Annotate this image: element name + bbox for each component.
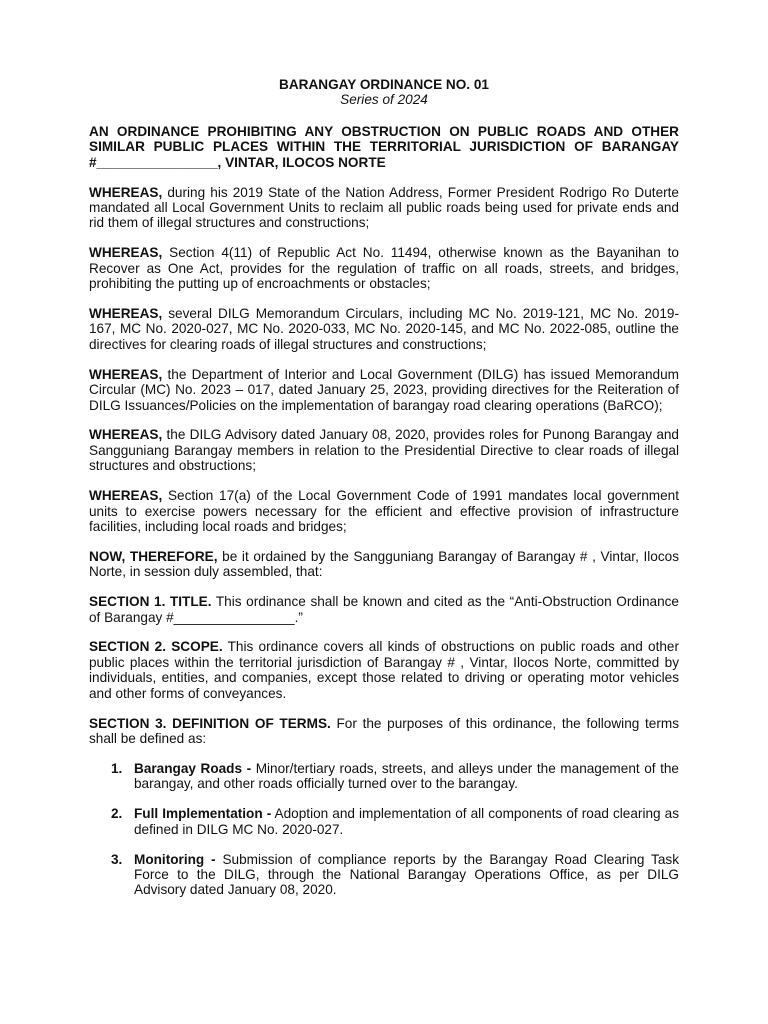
section-3-definitions: [89, 716, 679, 747]
whereas-lead: WHEREAS,: [89, 488, 163, 504]
whereas-clause-3: [89, 306, 679, 352]
section-lead: SECTION 1. TITLE.: [89, 594, 212, 610]
document-page: [89, 77, 679, 912]
whereas-clause-6: [89, 488, 679, 534]
list-item: [89, 761, 679, 792]
term-definition: Submission of compliance reports by the Barangay Road Clearing Task Force to the DILG, through the National Barangay Operations Office, as per DILG Advisory dated January 08, 2020.: [134, 851, 679, 898]
section-text: For the purposes of this ordinance, the following terms shall be defined as:: [89, 715, 679, 746]
list-item-number: 3.: [111, 851, 123, 867]
whereas-text: Section 4(11) of Republic Act No. 11494, otherwise known as the Bayanihan to Recover as One Act, provides for the regulation of traffic on all roads, streets, and bridges, prohibiting the putting up of encroachments or obstacles;: [89, 245, 679, 292]
whereas-clause-2: [89, 245, 679, 291]
list-item: [89, 852, 679, 898]
term-name: Barangay Roads -: [134, 760, 252, 776]
section-text: This ordinance covers all kinds of obstructions on public roads and other public places within the territorial jurisdiction of Barangay # , Vintar, Ilocos Norte, committed by individuals, entities, and companies, except those related to driving or operating motor vehicles and other forms of conveyances.: [89, 639, 679, 701]
whereas-clause-4: [89, 367, 679, 413]
ordinance-title: AN ORDINANCE PROHIBITING ANY OBSTRUCTION ON PUBLIC ROADS AND OTHER SIMILAR PUBLIC PLACES WITHIN THE TERRITORIAL JURISDICTION OF BARANGAY #________________, VINTAR, ILOCOS NORTE: [89, 123, 679, 170]
term-name: Full Implementation -: [134, 806, 272, 822]
whereas-text: Section 17(a) of the Local Government Code of 1991 mandates local government units to exercise powers necessary for the efficient and effective provision of infrastructure facilities, including local roads and bridges;: [89, 488, 679, 534]
ordinance-series: Series of 2024: [340, 92, 428, 108]
whereas-lead: WHEREAS,: [89, 427, 163, 443]
term-name: Monitoring -: [134, 851, 216, 867]
whereas-clause-1: [89, 185, 679, 231]
list-item: [89, 806, 679, 837]
whereas-text: during his 2019 State of the Nation Address, Former President Rodrigo Ro Duterte mandated all Local Government Units to reclaim all public roads being used for private ends and rid them of illegal structures and constructions;: [89, 184, 679, 231]
whereas-lead: WHEREAS,: [89, 245, 163, 261]
now-therefore-lead: NOW, THEREFORE,: [89, 548, 218, 564]
whereas-lead: WHEREAS,: [89, 184, 163, 200]
definition-list: [89, 761, 679, 898]
whereas-text: the Department of Interior and Local Government (DILG) has issued Memorandum Circular (MC) No. 2023 – 017, dated January 25, 2023, providing directives for the Reiteration of DILG Issuances/Policies on the implementation of barangay road clearing operations (BaRCO);: [89, 366, 679, 413]
ordinance-number-title: BARANGAY ORDINANCE NO. 01: [279, 77, 489, 92]
list-item-number: 1.: [111, 760, 123, 776]
whereas-lead: WHEREAS,: [89, 305, 163, 321]
whereas-clause-5: [89, 427, 679, 473]
whereas-lead: WHEREAS,: [89, 366, 163, 382]
whereas-text: several DILG Memorandum Circulars, including MC No. 2019-121, MC No. 2019-167, MC No. 2020-027, MC No. 2020-033, MC No. 2020-145, and MC No. 2022-085, outline the directives for clearing roads of illegal structures and constructions;: [89, 305, 679, 352]
term-definition: Minor/tertiary roads, streets, and alleys under the management of the barangay, and other roads officially turned over to the barangay.: [134, 760, 679, 792]
section-1-title: [89, 594, 679, 625]
whereas-text: the DILG Advisory dated January 08, 2020, provides roles for Punong Barangay and Sangguniang Barangay members in relation to the Presidential Directive to clear roads of illegal structures and obstructions;: [89, 427, 679, 474]
section-text: This ordinance shall be known and cited as the “Anti-Obstruction Ordinance of Barangay #________________.”: [89, 594, 679, 625]
section-lead: SECTION 3. DEFINITION OF TERMS.: [89, 715, 331, 731]
now-therefore-clause: [89, 549, 679, 580]
term-definition: Adoption and implementation of all components of road clearing as defined in DILG MC No. 2020-027.: [134, 806, 680, 837]
list-item-number: 2.: [111, 806, 123, 822]
section-2-scope: [89, 639, 679, 701]
section-lead: SECTION 2. SCOPE.: [89, 639, 223, 655]
now-therefore-text: be it ordained by the Sangguniang Barangay of Barangay # , Vintar, Ilocos Norte, in session duly assembled, that:: [89, 548, 679, 580]
